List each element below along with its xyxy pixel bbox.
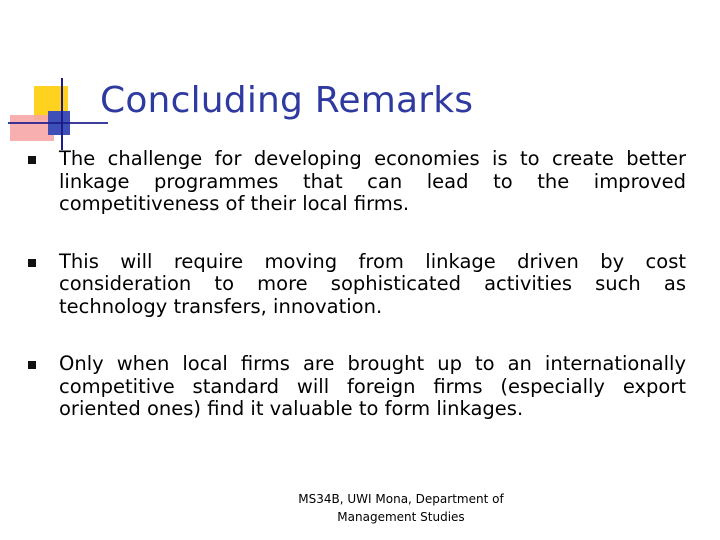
bullet-item <box>28 148 686 216</box>
square-bullet-icon <box>28 361 36 369</box>
footer-line: Management Studies <box>337 510 465 524</box>
slide-footer <box>270 490 532 526</box>
bullet-item <box>28 353 686 421</box>
footer-line: MS34B, UWI Mona, Department of <box>298 492 504 506</box>
bullet-text: Only when local firms are brought up to an internationally competitive standard will foreign firms (especially export oriented ones) find it valuable to form linkages. <box>59 352 686 420</box>
bullet-text: The challenge for developing economies is to create better linkage programmes that can lead to the improved competitiveness of their local firms. <box>59 147 686 215</box>
bullet-text: This will require moving from linkage driven by cost consideration to more sophisticated activities such as technology transfers, innovation. <box>59 249 686 318</box>
bullet-item <box>28 251 686 319</box>
horizontal-rule <box>8 122 108 124</box>
vertical-rule <box>61 78 63 150</box>
square-bullet-icon <box>28 259 36 267</box>
decorative-logo-squares <box>8 78 108 150</box>
slide-title: Concluding Remarks <box>100 80 474 121</box>
square-bullet-icon <box>28 156 36 164</box>
bullet-list <box>28 148 686 456</box>
